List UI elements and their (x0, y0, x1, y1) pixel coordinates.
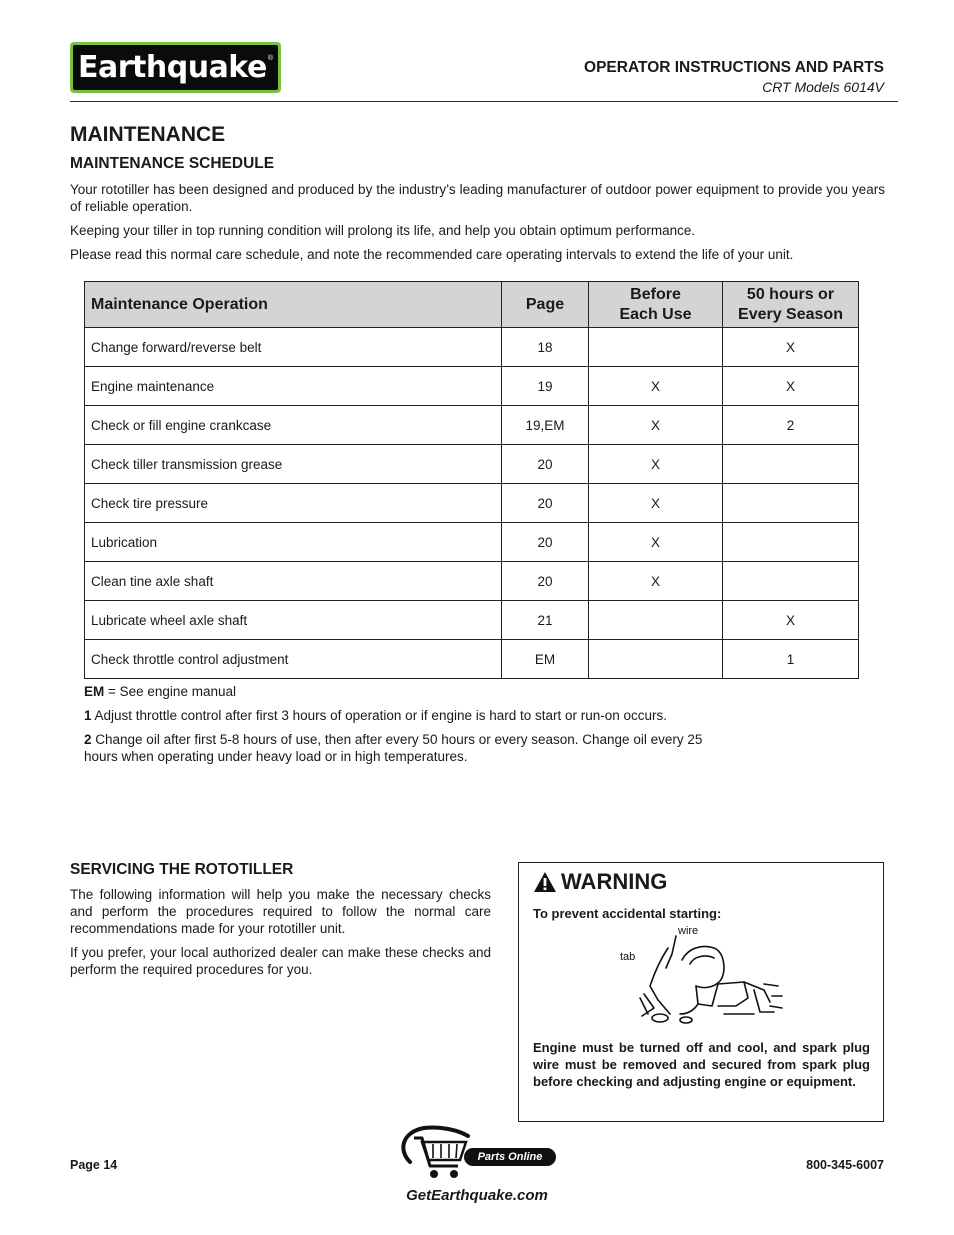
footnote-key: 1 (84, 708, 92, 723)
table-cell-page: 18 (502, 328, 589, 367)
table-cell-page: 20 (502, 484, 589, 523)
intro-paragraph: Your rototiller has been designed and produced by the industry’s leading manufacturer of outdoor power equipment to provide you years of reliable operation. (70, 182, 885, 214)
servicing-paragraph: If you prefer, your local authorized dealer can make these checks and perform the required procedures for you. (70, 945, 491, 977)
section-title: MAINTENANCE (70, 123, 226, 146)
logo-registered-mark: ® (267, 55, 273, 62)
servicing-paragraph: The following information will help you make the necessary checks and perform the procedures required to follow the normal care recommendations made for your rototiller unit. (70, 887, 491, 936)
table-cell-50-hours (723, 523, 859, 562)
table-cell-before-each-use: X (589, 406, 723, 445)
table-row (85, 640, 859, 679)
table-cell-50-hours (723, 484, 859, 523)
table-cell-before-each-use: X (589, 445, 723, 484)
phone-number: 800-345-6007 (806, 1158, 884, 1172)
earthquake-logo (70, 42, 281, 93)
table-row (85, 367, 859, 406)
website-url: GetEarthquake.com (406, 1187, 548, 1204)
intro-paragraph: Keeping your tiller in top running condition will prolong its life, and help you obtain optimum performance. (70, 223, 696, 238)
table-cell-before-each-use: X (589, 562, 723, 601)
spark-plug-illustration (614, 924, 784, 1026)
table-cell-50-hours: X (723, 328, 859, 367)
header-divider (70, 101, 898, 102)
table-cell-before-each-use (589, 601, 723, 640)
figure-label-wire: wire (678, 925, 699, 937)
header-subtitle: CRT Models 6014V (762, 79, 884, 95)
footnote-key: EM (84, 684, 105, 699)
table-row (85, 445, 859, 484)
footnote-text: Change oil after first 5-8 hours of use, then after every 50 hours or every season. Change oil every 25 hours when operating under heavy load or in high temperatures. (84, 732, 703, 764)
table-cell-50-hours: X (723, 367, 859, 406)
warning-subtitle: To prevent accidental starting: (533, 906, 722, 921)
table-row (85, 601, 859, 640)
table-cell-50-hours: 1 (723, 640, 859, 679)
footnote-text: = See engine manual (104, 684, 236, 699)
table-cell-operation: Engine maintenance (85, 367, 502, 406)
parts-online-badge: Parts Online (464, 1148, 556, 1166)
table-cell-operation: Check tiller transmission grease (85, 445, 502, 484)
column-header-operation: Maintenance Operation (85, 282, 502, 328)
table-row (85, 484, 859, 523)
warning-heading (533, 869, 667, 895)
table-cell-operation: Check throttle control adjustment (85, 640, 502, 679)
table-header-row (85, 282, 859, 328)
table-cell-page: EM (502, 640, 589, 679)
table-cell-operation: Check or fill engine crankcase (85, 406, 502, 445)
table-cell-before-each-use: X (589, 523, 723, 562)
warning-body: Engine must be turned off and cool, and spark plug wire must be removed and secured from spark plug before checking and adjusting engine or equipment. (533, 1040, 870, 1089)
table-cell-before-each-use: X (589, 484, 723, 523)
logo-text: Earthquake (78, 50, 267, 85)
table-row (85, 523, 859, 562)
table-cell-50-hours (723, 562, 859, 601)
footnote-key: 2 (84, 732, 92, 747)
warning-triangle-icon (533, 871, 557, 893)
table-row (85, 406, 859, 445)
warning-title: WARNING (561, 869, 668, 894)
footnote-em (84, 683, 734, 700)
table-cell-page: 20 (502, 562, 589, 601)
column-header-before-each-use: Before Each Use (589, 282, 723, 328)
page-number: Page 14 (70, 1158, 118, 1172)
header-title: OPERATOR INSTRUCTIONS AND PARTS (584, 59, 884, 76)
table-cell-50-hours (723, 445, 859, 484)
table-cell-page: 20 (502, 445, 589, 484)
table-cell-page: 19,EM (502, 406, 589, 445)
table-cell-page: 21 (502, 601, 589, 640)
footnote-2 (84, 731, 734, 765)
table-cell-operation: Lubricate wheel axle shaft (85, 601, 502, 640)
table-cell-operation: Check tire pressure (85, 484, 502, 523)
table-cell-50-hours: X (723, 601, 859, 640)
intro-paragraph: Please read this normal care schedule, and note the recommended care operating intervals to extend the life of your unit. (70, 247, 794, 262)
table-cell-operation: Clean tine axle shaft (85, 562, 502, 601)
maintenance-schedule-table (84, 281, 859, 679)
table-row (85, 328, 859, 367)
table-cell-operation: Change forward/reverse belt (85, 328, 502, 367)
table-cell-page: 19 (502, 367, 589, 406)
table-cell-before-each-use: X (589, 367, 723, 406)
schedule-title: MAINTENANCE SCHEDULE (70, 155, 275, 172)
footnote-1 (84, 707, 784, 724)
servicing-title: SERVICING THE ROTOTILLER (70, 861, 294, 878)
table-cell-50-hours: 2 (723, 406, 859, 445)
figure-label-tab: tab (620, 951, 636, 963)
column-header-page: Page (502, 282, 589, 328)
warning-box (518, 862, 884, 1122)
footnote-text: Adjust throttle control after first 3 hours of operation or if engine is hard to start or run-on occurs. (91, 708, 668, 723)
table-cell-before-each-use (589, 640, 723, 679)
table-cell-page: 20 (502, 523, 589, 562)
table-cell-operation: Lubrication (85, 523, 502, 562)
column-header-50-hours: 50 hours or Every Season (723, 282, 859, 328)
table-row (85, 562, 859, 601)
table-cell-before-each-use (589, 328, 723, 367)
